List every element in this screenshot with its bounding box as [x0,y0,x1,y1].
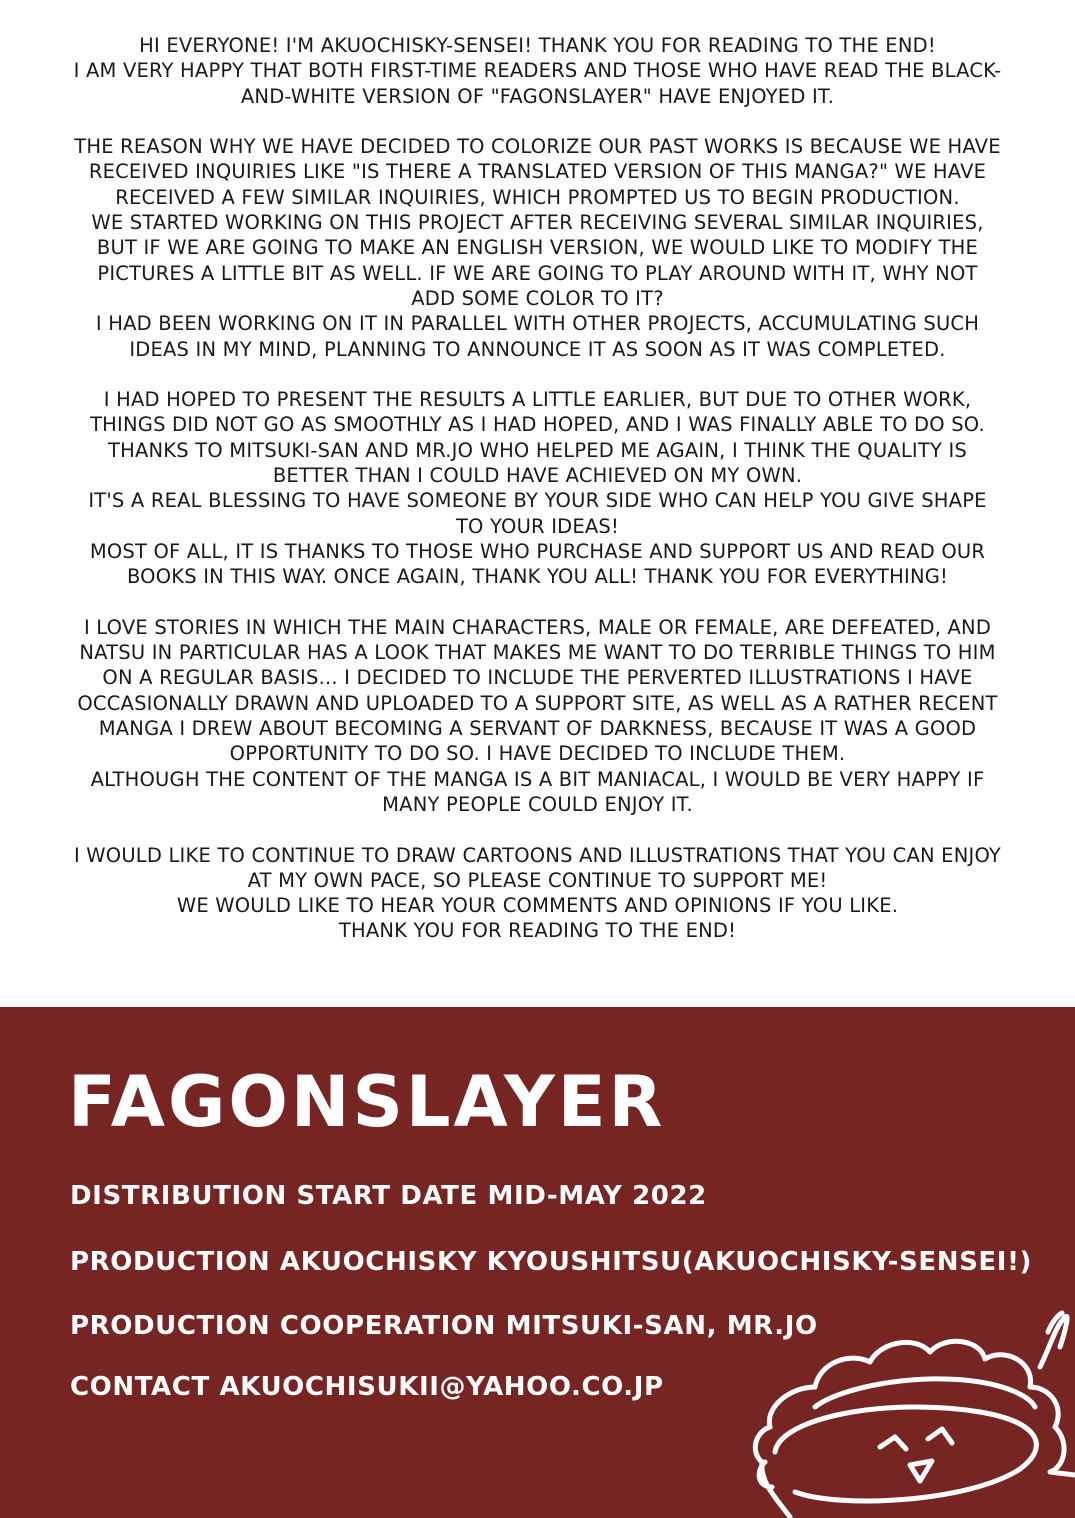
text-line: IDEAS IN MY MIND, PLANNING TO ANNOUNCE IT AS SOON AS IT WAS COMPLETED. [129,337,946,361]
text-line: WE STARTED WORKING ON THIS PROJECT AFTER RECEIVING SEVERAL SIMILAR INQUIRIES, [91,211,984,235]
text-line: NATSU IN PARTICULAR HAS A LOOK THAT MAKES ME WANT TO DO TERRIBLE THINGS TO HIM [79,641,996,665]
text-line: AND-WHITE VERSION OF "FAGONSLAYER" HAVE ENJOYED IT. [240,84,835,108]
text-line: OPPORTUNITY TO DO SO. I HAVE DECIDED TO INCLUDE THEM. [229,742,846,766]
book-title: FAGONSLAYER [68,1061,666,1143]
text-line: MOST OF ALL, IT IS THANKS TO THOSE WHO PURCHASE AND SUPPORT US AND READ OUR [89,539,986,563]
text-line: I WOULD LIKE TO CONTINUE TO DRAW CARTOONS AND ILLUSTRATIONS THAT YOU CAN ENJOY [73,843,1002,867]
text-line: RECEIVED INQUIRIES LIKE "IS THERE A TRANSLATED VERSION OF THIS MANGA?" WE HAVE [88,160,987,184]
text-line: I LOVE STORIES IN WHICH THE MAIN CHARACTERS, MALE OR FEMALE, ARE DEFEATED, AND [83,615,992,639]
text-line: AT MY OWN PACE, SO PLEASE CONTINUE TO SUPPORT ME! [247,868,828,892]
text-line: ON A REGULAR BASIS... I DECIDED TO INCLUDE THE PERVERTED ILLUSTRATIONS I HAVE [102,666,973,690]
text-line: RECEIVED A FEW SIMILAR INQUIRIES, WHICH PROMPTED US TO BEGIN PRODUCTION. [115,185,960,209]
text-line: BUT IF WE ARE GOING TO MAKE AN ENGLISH VERSION, WE WOULD LIKE TO MODIFY THE [96,236,979,260]
paragraph-colorize-reason [30,134,1045,362]
paragraph-stories [30,615,1045,817]
paragraph-thanks [30,387,1045,589]
cooperation-credit: PRODUCTION COOPERATION MITSUKI-SAN, MR.JO [70,1311,818,1341]
text-line: I AM VERY HAPPY THAT BOTH FIRST-TIME READERS AND THOSE WHO HAVE READ THE BLACK- [73,59,1002,83]
text-line: MANY PEOPLE COULD ENJOY IT. [382,792,693,816]
production-credit: PRODUCTION AKUOCHISKY KYOUSHITSU(AKUOCHISKY-SENSEI!) [70,1247,1033,1277]
text-line: WE WOULD LIKE TO HEAR YOUR COMMENTS AND OPINIONS IF YOU LIKE. [176,894,899,918]
paragraph-closing [30,843,1045,944]
text-line: ALTHOUGH THE CONTENT OF THE MANGA IS A BIT MANIACAL, I WOULD BE VERY HAPPY IF [90,767,985,791]
distribution-date: DISTRIBUTION START DATE MID-MAY 2022 [70,1181,707,1211]
smiling-blob-mascot-icon [720,1247,1075,1518]
text-line: HI EVERYONE! I'M AKUOCHISKY-SENSEI! THANK YOU FOR READING TO THE END! [139,34,936,57]
text-line: OCCASIONALLY DRAWN AND UPLOADED TO A SUPPORT SITE, AS WELL AS A RATHER RECENT [77,691,998,715]
text-line: TO YOUR IDEAS! [455,514,620,538]
paragraph-greeting [30,33,1045,109]
text-line: PICTURES A LITTLE BIT AS WELL. IF WE ARE GOING TO PLAY AROUND WITH IT, WHY NOT [97,261,978,285]
text-line: THANKS TO MITSUKI-SAN AND MR.JO WHO HELPED ME AGAIN, I THINK THE QUALITY IS [107,438,968,462]
afterword-text [30,33,1045,944]
text-line: BETTER THAN I COULD HAVE ACHIEVED ON MY OWN. [272,464,803,488]
text-line: THANK YOU FOR READING TO THE END! [338,919,737,943]
text-line: MANGA I DREW ABOUT BECOMING A SERVANT OF DARKNESS, BECAUSE IT WAS A GOOD [98,717,977,741]
text-line: I HAD HOPED TO PRESENT THE RESULTS A LITTLE EARLIER, BUT DUE TO OTHER WORK, [103,388,972,412]
text-line: I HAD BEEN WORKING ON IT IN PARALLEL WITH OTHER PROJECTS, ACCUMULATING SUCH [95,312,980,336]
text-line: THINGS DID NOT GO AS SMOOTHLY AS I HAD HOPED, AND I WAS FINALLY ABLE TO DO SO. [90,413,985,437]
text-line: THE REASON WHY WE HAVE DECIDED TO COLORIZE OUR PAST WORKS IS BECAUSE WE HAVE [74,135,1001,159]
text-line: BOOKS IN THIS WAY. ONCE AGAIN, THANK YOU ALL! THANK YOU FOR EVERYTHING! [126,565,949,589]
contact-email: CONTACT AKUOCHISUKII@YAHOO.CO.JP [70,1372,664,1402]
credits-banner [0,1007,1075,1518]
text-line: IT'S A REAL BLESSING TO HAVE SOMEONE BY YOUR SIDE WHO CAN HELP YOU GIVE SHAPE [88,489,987,513]
text-line: ADD SOME COLOR TO IT? [411,286,664,310]
